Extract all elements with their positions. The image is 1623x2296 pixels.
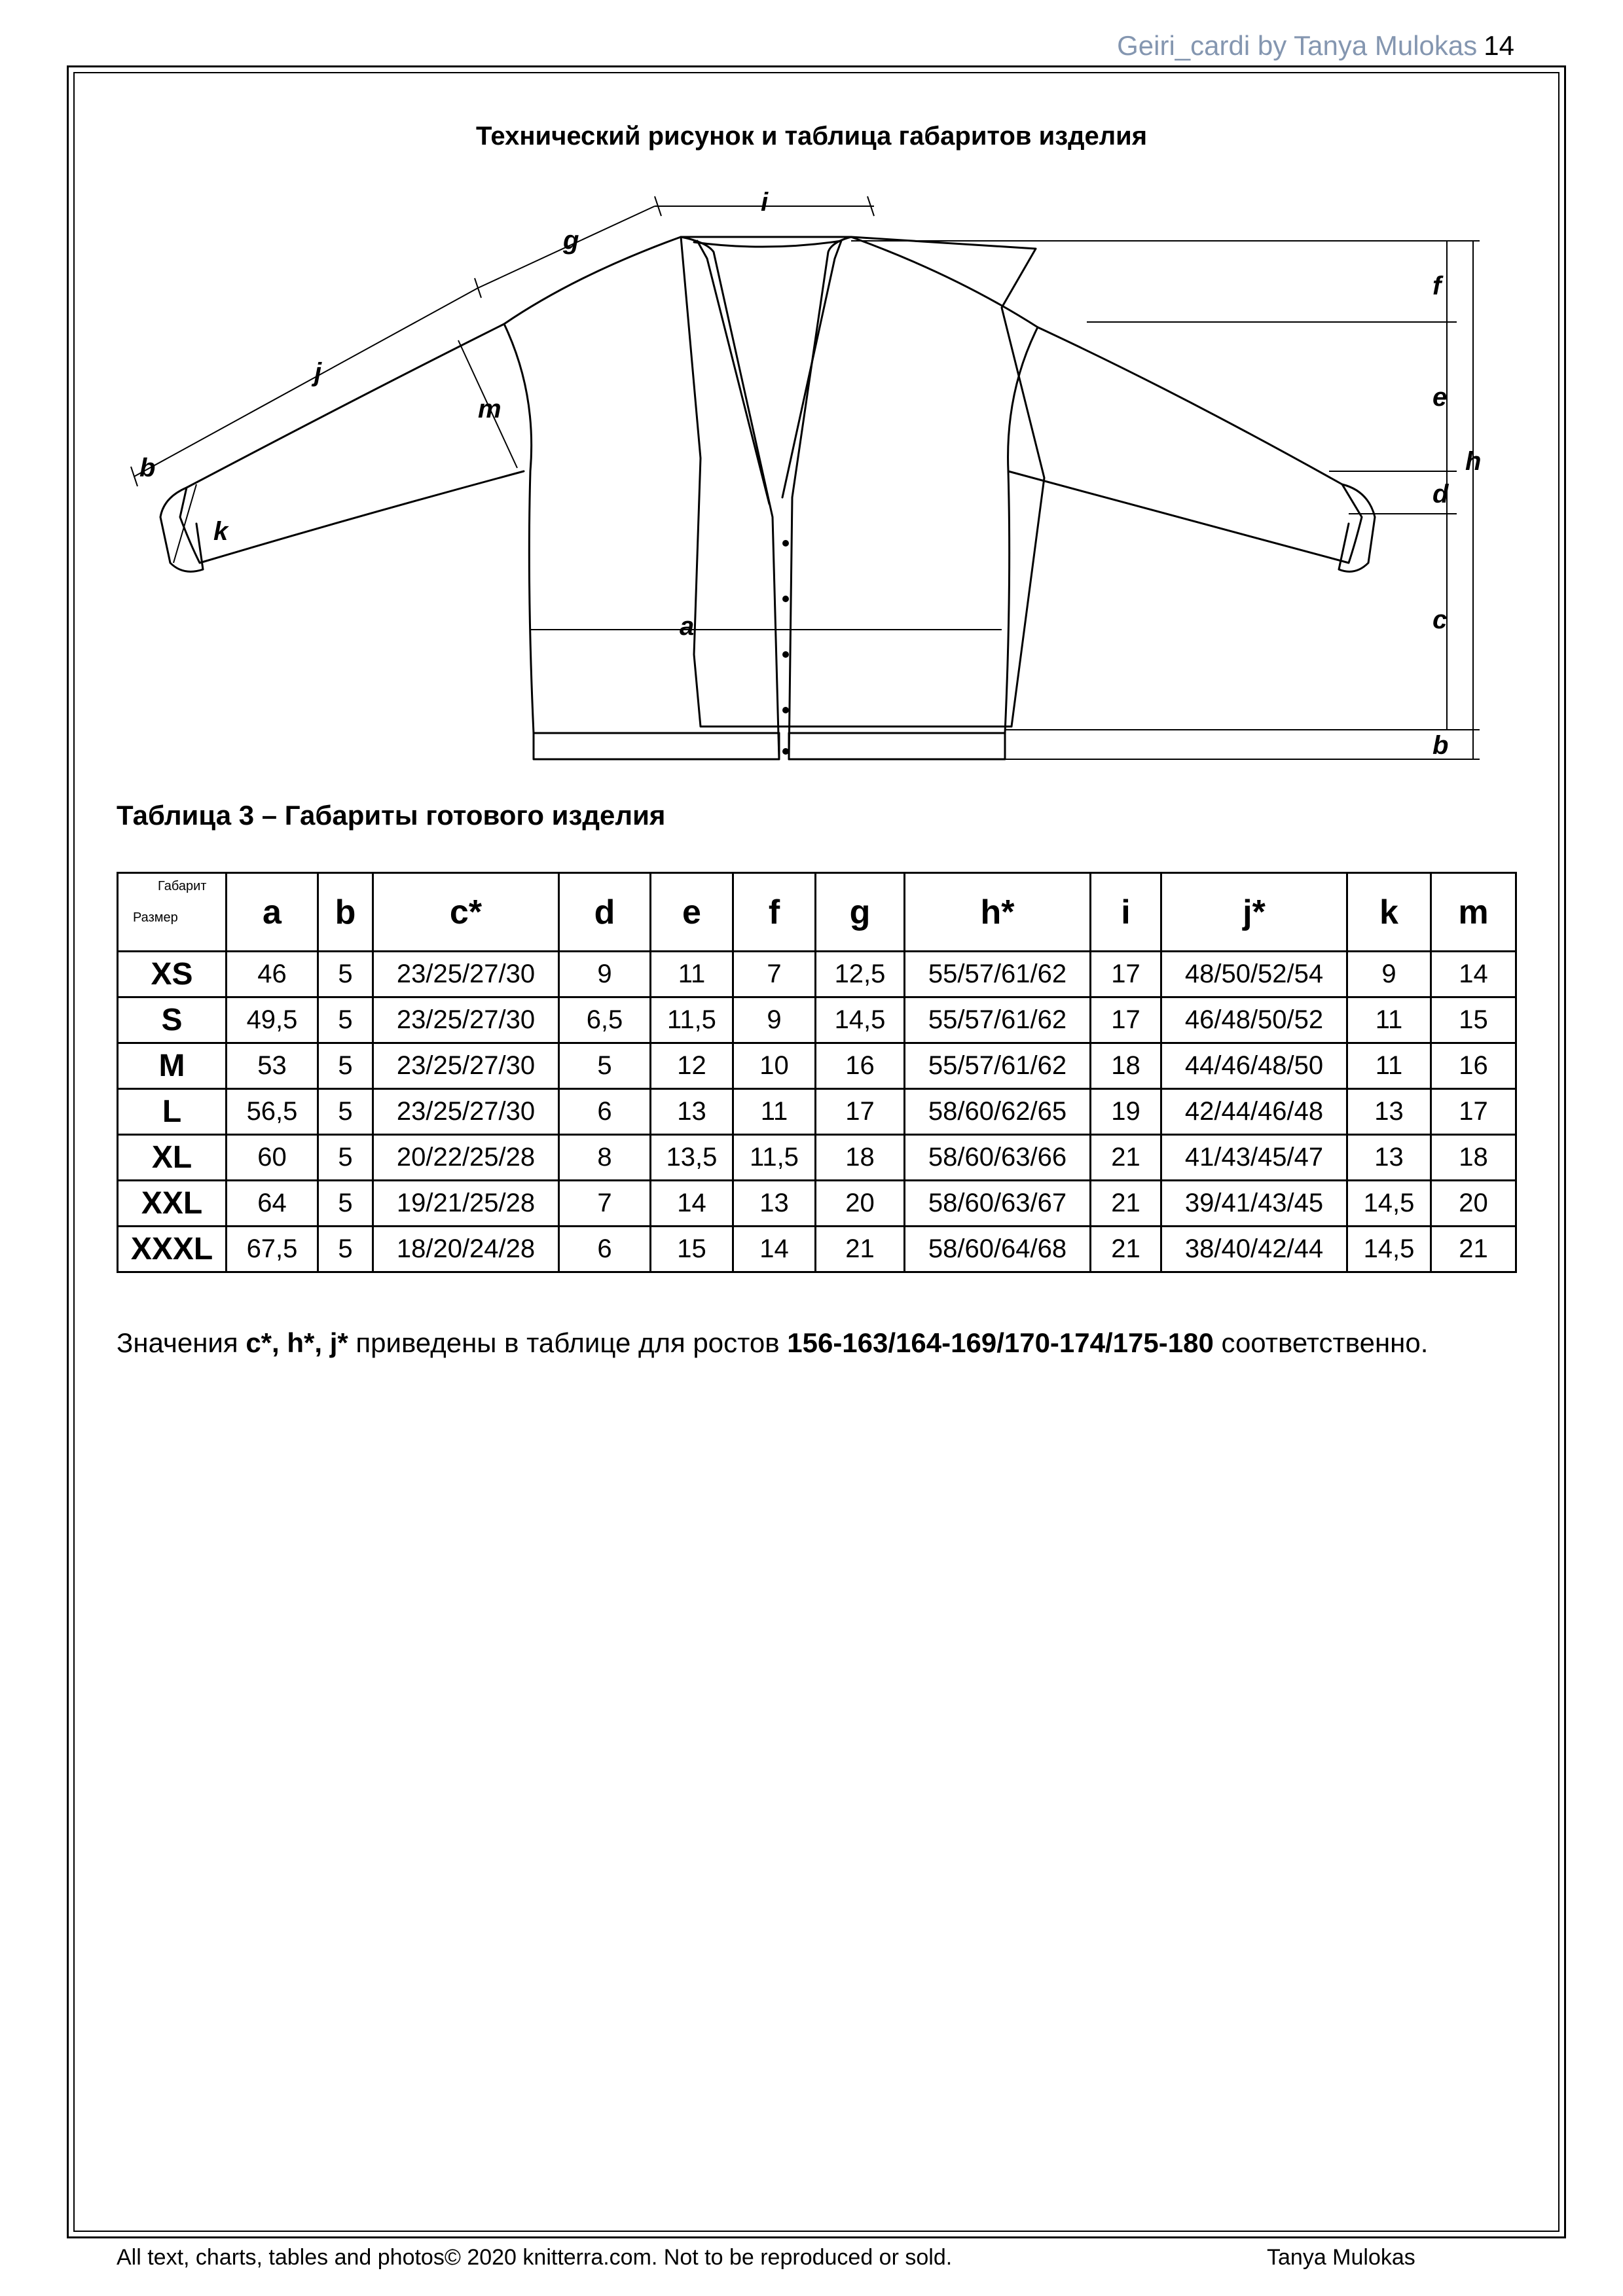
table-cell: 19/21/25/28: [373, 1181, 559, 1227]
table-cell: 55/57/61/62: [905, 997, 1091, 1043]
column-header-d: d: [559, 873, 651, 952]
table-cell: 55/57/61/62: [905, 952, 1091, 997]
buttons: [782, 540, 789, 755]
cardigan-technical-drawing: [0, 0, 1623, 785]
dimensions-table: [117, 872, 1517, 1273]
table-cell: 48/50/52/54: [1161, 952, 1347, 997]
table-cell: 8: [559, 1135, 651, 1181]
button-icon: [782, 651, 789, 658]
column-header-b: b: [318, 873, 373, 952]
column-header-f: f: [733, 873, 816, 952]
table-cell: 58/60/64/68: [905, 1227, 1091, 1272]
table-row: [118, 952, 1516, 997]
label-j: j: [314, 358, 322, 387]
label-b-left: b: [139, 454, 156, 482]
table-cell: 46: [227, 952, 318, 997]
table-cell: 19: [1091, 1089, 1161, 1135]
table-cell: 21: [1431, 1227, 1516, 1272]
table-cell: 11: [651, 952, 733, 997]
column-header-a: a: [227, 873, 318, 952]
table-cell: 11: [1347, 1043, 1431, 1089]
table-cell: 5: [559, 1043, 651, 1089]
body-outline: [681, 237, 1044, 726]
table-cell: 13,5: [651, 1135, 733, 1181]
note-suffix: соответственно.: [1213, 1327, 1429, 1358]
label-g: g: [563, 226, 579, 255]
table-cell: 21: [1091, 1227, 1161, 1272]
size-label: XL: [118, 1135, 227, 1181]
table-cell: 11,5: [651, 997, 733, 1043]
column-header-c-star: c*: [373, 873, 559, 952]
table-cell: 5: [318, 1089, 373, 1135]
table-cell: 21: [816, 1227, 905, 1272]
column-header-k: k: [1347, 873, 1431, 952]
table-cell: 20: [816, 1181, 905, 1227]
table-cell: 13: [1347, 1089, 1431, 1135]
table-cell: 23/25/27/30: [373, 952, 559, 997]
table-cell: 5: [318, 952, 373, 997]
back-neck: [694, 241, 841, 247]
column-header-j-star: j*: [1161, 873, 1347, 952]
table-cell: 13: [651, 1089, 733, 1135]
table-cell: 6,5: [559, 997, 651, 1043]
table-cell: 15: [1431, 997, 1516, 1043]
table-cell: 5: [318, 1043, 373, 1089]
table-cell: 17: [1091, 952, 1161, 997]
table-cell: 38/40/42/44: [1161, 1227, 1347, 1272]
column-header-e: e: [651, 873, 733, 952]
table-cell: 16: [816, 1043, 905, 1089]
column-header-i: i: [1091, 873, 1161, 952]
size-label: XXXL: [118, 1227, 227, 1272]
table-cell: 14,5: [816, 997, 905, 1043]
table-cell: 18: [1431, 1135, 1516, 1181]
table-cell: 18/20/24/28: [373, 1227, 559, 1272]
table-cell: 16: [1431, 1043, 1516, 1089]
button-icon: [782, 707, 789, 713]
column-header-h-star: h*: [905, 873, 1091, 952]
table-cell: 55/57/61/62: [905, 1043, 1091, 1089]
footer-author: Tanya Mulokas: [1267, 2245, 1415, 2270]
table-cell: 46/48/50/52: [1161, 997, 1347, 1043]
table-row: [118, 1043, 1516, 1089]
right-sleeve: [1008, 327, 1362, 563]
left-sleeve: [180, 324, 524, 563]
table-cell: 23/25/27/30: [373, 1089, 559, 1135]
hem-band: [534, 733, 1005, 759]
table-cell: 5: [318, 1181, 373, 1227]
label-f: f: [1432, 272, 1442, 300]
button-icon: [782, 596, 789, 602]
table-cell: 21: [1091, 1135, 1161, 1181]
table-cell: 67,5: [227, 1227, 318, 1272]
column-header-g: g: [816, 873, 905, 952]
table-cell: 58/60/63/67: [905, 1181, 1091, 1227]
table-cell: 64: [227, 1181, 318, 1227]
table-cell: 13: [733, 1181, 816, 1227]
table-cell: 13: [1347, 1135, 1431, 1181]
table-cell: 14: [1431, 952, 1516, 997]
table-cell: 14,5: [1347, 1181, 1431, 1227]
table-row: [118, 1227, 1516, 1272]
page-number: 14: [1484, 30, 1514, 61]
size-label: S: [118, 997, 227, 1043]
table-row: [118, 1181, 1516, 1227]
label-h: h: [1465, 447, 1482, 476]
label-m: m: [478, 395, 501, 423]
label-d: d: [1432, 480, 1449, 509]
body-left-side: [504, 237, 779, 733]
column-header-m: m: [1431, 873, 1516, 952]
label-b-right: b: [1432, 731, 1449, 760]
table-cell: 5: [318, 1135, 373, 1181]
table-header-row: [118, 873, 1516, 952]
table-row: [118, 997, 1516, 1043]
button-icon: [782, 540, 789, 547]
body-right-side: [789, 237, 1038, 733]
left-cuff: [160, 488, 203, 571]
table-cell: 14,5: [1347, 1227, 1431, 1272]
label-e: e: [1432, 383, 1448, 412]
table-cell: 6: [559, 1227, 651, 1272]
neckline-right: [789, 237, 851, 759]
table-row: [118, 1135, 1516, 1181]
neckline-left-inner: [697, 241, 769, 504]
table-cell: 9: [733, 997, 816, 1043]
table-cell: 7: [559, 1181, 651, 1227]
label-i: i: [761, 188, 769, 217]
table-cell: 23/25/27/30: [373, 997, 559, 1043]
table-cell: 11,5: [733, 1135, 816, 1181]
table-cell: 18: [1091, 1043, 1161, 1089]
table-cell: 14: [651, 1181, 733, 1227]
table-cell: 58/60/62/65: [905, 1089, 1091, 1135]
table-cell: 6: [559, 1089, 651, 1135]
table-cell: 21: [1091, 1181, 1161, 1227]
table-cell: 23/25/27/30: [373, 1043, 559, 1089]
table-title: Таблица 3 – Габариты готового изделия: [117, 800, 666, 831]
size-label: M: [118, 1043, 227, 1089]
corner-label-size: Размер: [133, 910, 178, 925]
table-note: [117, 1325, 1428, 1361]
table-cell: 42/44/46/48: [1161, 1089, 1347, 1135]
table-row: [118, 1089, 1516, 1135]
note-prefix: Значения: [117, 1327, 246, 1358]
label-k: k: [213, 517, 228, 546]
label-a: a: [680, 612, 695, 641]
note-vars: c*, h*, j*: [246, 1327, 348, 1358]
table-cell: 10: [733, 1043, 816, 1089]
table-cell: 58/60/63/66: [905, 1135, 1091, 1181]
table-cell: 60: [227, 1135, 318, 1181]
size-label: XXL: [118, 1181, 227, 1227]
table-cell: 9: [1347, 952, 1431, 997]
table-cell: 5: [318, 1227, 373, 1272]
table-cell: 49,5: [227, 997, 318, 1043]
note-heights: 156-163/164-169/170-174/175-180: [787, 1327, 1214, 1358]
table-cell: 41/43/45/47: [1161, 1135, 1347, 1181]
table-cell: 12,5: [816, 952, 905, 997]
table-cell: 17: [1091, 997, 1161, 1043]
table-cell: 9: [559, 952, 651, 997]
table-cell: 7: [733, 952, 816, 997]
table-cell: 20: [1431, 1181, 1516, 1227]
table-cell: 15: [651, 1227, 733, 1272]
table-cell: 11: [733, 1089, 816, 1135]
right-cuff: [1339, 484, 1375, 571]
table-cell: 44/46/48/50: [1161, 1043, 1347, 1089]
size-label: XS: [118, 952, 227, 997]
corner-label-dimension: Габарит: [158, 879, 207, 893]
table-cell: 12: [651, 1043, 733, 1089]
table-cell: 53: [227, 1043, 318, 1089]
footer-copyright: All text, charts, tables and photos© 2020 knitterra.com. Not to be reproduced or sold.: [117, 2245, 953, 2270]
table-cell: 14: [733, 1227, 816, 1272]
table-cell: 20/22/25/28: [373, 1135, 559, 1181]
table-cell: 39/41/43/45: [1161, 1181, 1347, 1227]
measure-line-j: [134, 288, 478, 476]
table-cell: 11: [1347, 997, 1431, 1043]
drawing-title: Технический рисунок и таблица габаритов изделия: [475, 122, 1148, 151]
table-cell: 56,5: [227, 1089, 318, 1135]
document-title: Geiri_cardi by Tanya Mulokas: [1117, 30, 1478, 61]
button-icon: [782, 748, 789, 755]
table-corner-cell: [118, 873, 227, 952]
label-c: c: [1432, 605, 1448, 634]
size-label: L: [118, 1089, 227, 1135]
note-middle: приведены в таблице для ростов: [348, 1327, 788, 1358]
table-cell: 18: [816, 1135, 905, 1181]
table-cell: 17: [1431, 1089, 1516, 1135]
table-body: [118, 952, 1516, 1272]
table-cell: 17: [816, 1089, 905, 1135]
table-cell: 5: [318, 997, 373, 1043]
